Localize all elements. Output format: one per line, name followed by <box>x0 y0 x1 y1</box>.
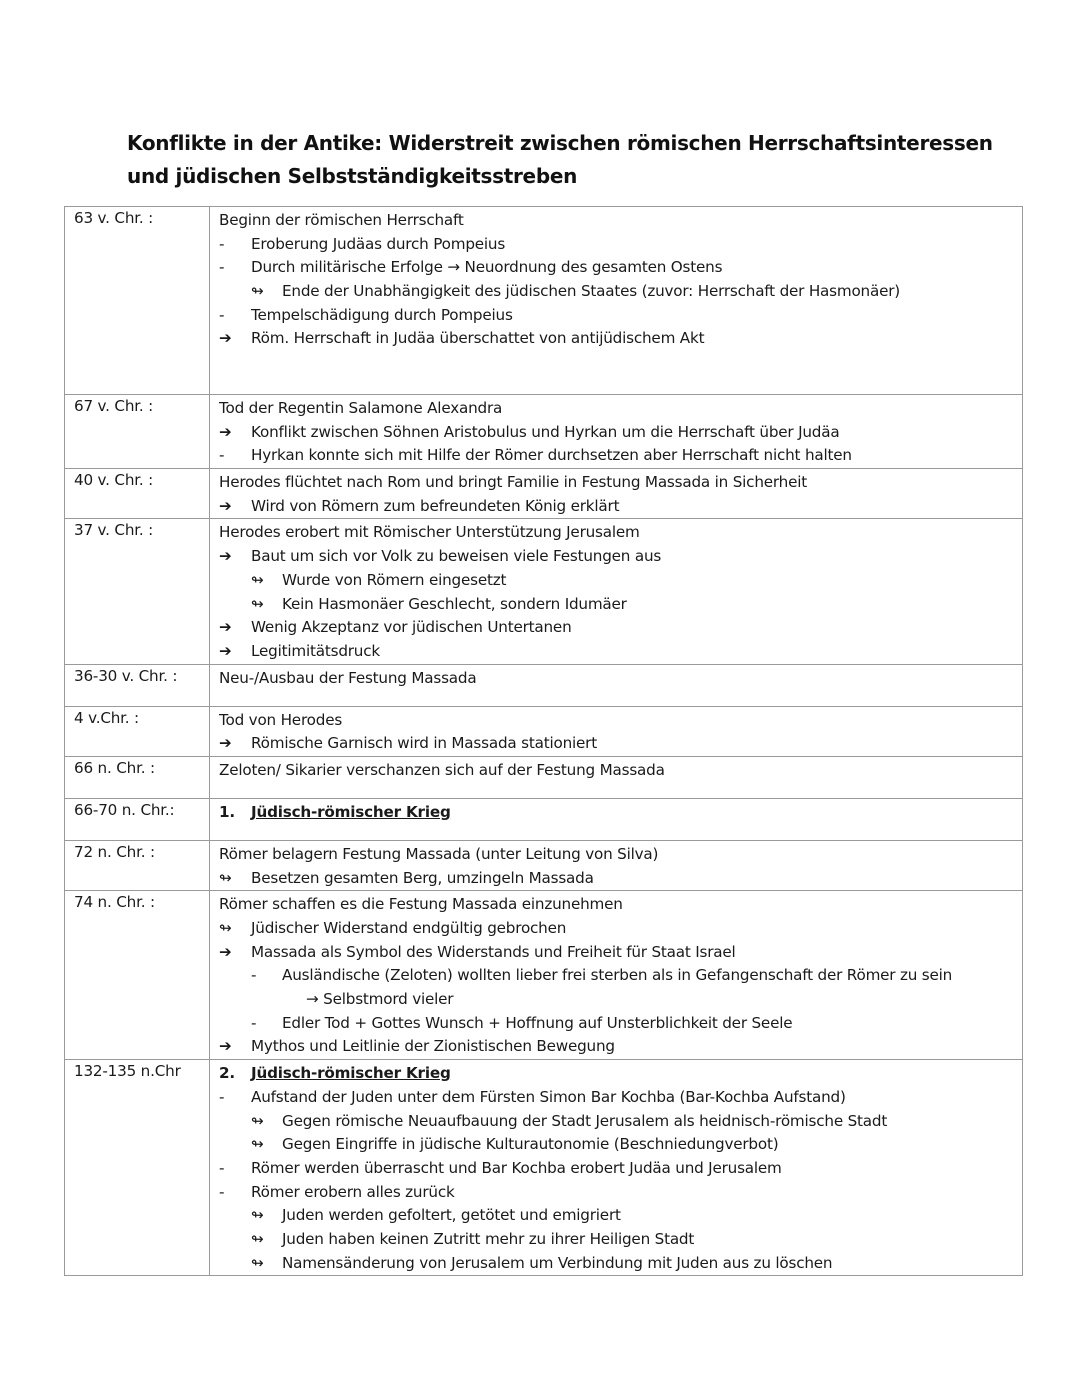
arrow-icon: ➔ <box>219 496 232 515</box>
event-line: ↬ Kein Hasmonäer Geschlecht, sondern Idumäer <box>219 593 1022 617</box>
dash-marker: - <box>219 258 225 277</box>
date-cell: 36-30 v. Chr. : <box>65 664 210 706</box>
dash-marker: - <box>219 1158 225 1177</box>
event-cell <box>210 756 1023 798</box>
event-cell <box>210 664 1023 706</box>
timeline-row <box>65 756 1023 798</box>
timeline-row <box>65 469 1023 519</box>
event-line: Römer belagern Festung Massada (unter Leitung von Silva) <box>219 844 659 863</box>
event-line: Beginn der römischen Herrschaft <box>219 211 464 229</box>
timeline-row <box>65 891 1023 1060</box>
event-line: - Eroberung Judäas durch Pompeius <box>219 233 1022 257</box>
event-cell <box>210 395 1023 469</box>
event-line: 1. Jüdisch-römischer Krieg <box>219 802 451 821</box>
arrow-icon: ➔ <box>219 618 232 637</box>
event-cell <box>210 840 1023 890</box>
hook-arrow-icon: ↬ <box>251 1206 264 1225</box>
hook-arrow-icon: ↬ <box>251 282 264 301</box>
event-line: Römer schaffen es die Festung Massada einzunehmen <box>219 895 623 914</box>
event-line: ➔ Massada als Symbol des Widerstands und Freiheit für Staat Israel <box>219 941 1022 965</box>
event-line: ➔ Konflikt zwischen Söhnen Aristobulus und Hyrkan um die Herrschaft über Judäa <box>219 421 1022 445</box>
event-line: ↬ Wurde von Römern eingesetzt <box>219 569 1022 593</box>
event-cell <box>210 1060 1023 1276</box>
event-line: - Tempelschädigung durch Pompeius <box>219 304 1022 328</box>
arrow-icon: ➔ <box>219 942 232 961</box>
event-line: - Durch militärische Erfolge → Neuordnung des gesamten Ostens <box>219 256 1022 280</box>
dash-marker: - <box>219 234 225 253</box>
title-line-1: Konflikte in der Antike: Widerstreit zwischen römischen Herrschaftsinteressen <box>127 131 993 155</box>
event-cell <box>210 798 1023 840</box>
hook-arrow-icon: ↬ <box>251 1229 264 1248</box>
event-line: ↬ Besetzen gesamten Berg, umzingeln Massada <box>219 867 1022 891</box>
arrow-icon: ➔ <box>219 734 232 753</box>
timeline-row <box>65 1060 1023 1276</box>
date-cell: 66-70 n. Chr.: <box>65 798 210 840</box>
event-cell <box>210 519 1023 664</box>
date-cell: 4 v.Chr. : <box>65 706 210 756</box>
event-line: - Aufstand der Juden unter dem Fürsten Simon Bar Kochba (Bar-Kochba Aufstand) <box>219 1086 1022 1110</box>
event-line: - Hyrkan konnte sich mit Hilfe der Römer durchsetzen aber Herrschaft nicht halten <box>219 444 1022 468</box>
event-line: ↬ Juden haben keinen Zutritt mehr zu ihrer Heiligen Stadt <box>219 1228 1022 1252</box>
arrow-icon: ➔ <box>219 329 232 348</box>
event-line: Herodes flüchtet nach Rom und bringt Familie in Festung Massada in Sicherheit <box>219 473 808 492</box>
event-line: ➔ Römische Garnisch wird in Massada stationiert <box>219 732 1022 756</box>
timeline-row <box>65 207 1023 395</box>
arrow-icon: ➔ <box>219 547 232 566</box>
hook-arrow-icon: ↬ <box>251 1135 264 1154</box>
timeline-row <box>65 840 1023 890</box>
title-line-2: und jüdischen Selbstständigkeitsstreben <box>127 164 578 188</box>
hook-arrow-icon: ↬ <box>251 1111 264 1130</box>
event-line: 2. Jüdisch-römischer Krieg <box>219 1064 451 1083</box>
event-line: Zeloten/ Sikarier verschanzen sich auf der Festung Massada <box>219 760 665 779</box>
hook-arrow-icon: ↬ <box>219 868 232 887</box>
arrow-icon: ➔ <box>219 422 232 441</box>
timeline-row <box>65 664 1023 706</box>
event-line: ➔ Legitimitätsdruck <box>219 640 1022 664</box>
event-line: - Römer erobern alles zurück <box>219 1181 1022 1205</box>
event-line: ↬ Jüdischer Widerstand endgültig gebrochen <box>219 917 1022 941</box>
date-cell: 66 n. Chr. : <box>65 756 210 798</box>
event-line: ➔ Wenig Akzeptanz vor jüdischen Untertanen <box>219 616 1022 640</box>
hook-arrow-icon: ↬ <box>251 1253 264 1272</box>
event-line: - Edler Tod + Gottes Wunsch + Hoffnung auf Unsterblichkeit der Seele <box>219 1012 1022 1036</box>
hook-arrow-icon: ↬ <box>219 919 232 937</box>
event-line: ➔ Baut um sich vor Volk zu beweisen viele Festungen aus <box>219 545 1022 569</box>
timeline-row <box>65 706 1023 756</box>
event-cell <box>210 891 1023 1060</box>
event-line: - Ausländische (Zeloten) wollten lieber frei sterben als in Gefangenschaft der Römer zu sein <box>219 964 1022 988</box>
event-line: - Römer werden überrascht und Bar Kochba erobert Judäa und Jerusalem <box>219 1157 1022 1181</box>
event-line: ↬ Juden werden gefoltert, getötet und emigriert <box>219 1204 1022 1228</box>
event-line: ➔ Wird von Römern zum befreundeten König erklärt <box>219 495 1022 519</box>
date-cell: 74 n. Chr. : <box>65 891 210 1060</box>
event-cell <box>210 469 1023 519</box>
event-line: ➔ Röm. Herrschaft in Judäa überschattet von antijüdischem Akt <box>219 327 1022 351</box>
timeline-row <box>65 519 1023 664</box>
dash-marker: - <box>219 446 225 465</box>
timeline-row <box>65 798 1023 840</box>
date-cell: 132-135 n.Chr <box>65 1060 210 1276</box>
timeline-table <box>64 206 1023 1276</box>
event-line: ↬ Gegen Eingriffe in jüdische Kulturautonomie (Beschniedungverbot) <box>219 1133 1022 1157</box>
arrow-icon: ➔ <box>219 641 232 660</box>
dash-marker: - <box>219 305 225 324</box>
hook-arrow-icon: ↬ <box>251 570 264 589</box>
event-line: Tod von Herodes <box>219 710 343 729</box>
date-cell: 67 v. Chr. : <box>65 395 210 469</box>
event-cell <box>210 207 1023 395</box>
event-line: ↬ Ende der Unabhängigkeit des jüdischen Staates (zuvor: Herrschaft der Hasmonäer) <box>219 280 1022 304</box>
event-line: → Selbstmord vieler <box>306 990 454 1009</box>
dash-marker: - <box>251 1013 257 1032</box>
event-line: ↬ Namensänderung von Jerusalem um Verbindung mit Juden aus zu löschen <box>219 1252 1022 1276</box>
document-title <box>127 127 1027 193</box>
arrow-icon: ➔ <box>219 1037 232 1056</box>
event-line: ↬ Gegen römische Neuaufbauung der Stadt Jerusalem als heidnisch-römische Stadt <box>219 1110 1022 1134</box>
event-line: ➔ Mythos und Leitlinie der Zionistischen Bewegung <box>219 1035 1022 1059</box>
event-line: Tod der Regentin Salamone Alexandra <box>219 399 503 417</box>
date-cell: 40 v. Chr. : <box>65 469 210 519</box>
dash-marker: - <box>219 1087 225 1106</box>
event-cell <box>210 706 1023 756</box>
dash-marker: - <box>219 1182 225 1201</box>
event-line: Herodes erobert mit Römischer Unterstützung Jerusalem <box>219 523 640 542</box>
date-cell: 72 n. Chr. : <box>65 840 210 890</box>
date-cell: 37 v. Chr. : <box>65 519 210 664</box>
hook-arrow-icon: ↬ <box>251 594 264 613</box>
event-line: Neu-/Ausbau der Festung Massada <box>219 668 477 687</box>
dash-marker: - <box>251 966 257 985</box>
timeline-row <box>65 395 1023 469</box>
date-cell: 63 v. Chr. : <box>65 207 210 395</box>
